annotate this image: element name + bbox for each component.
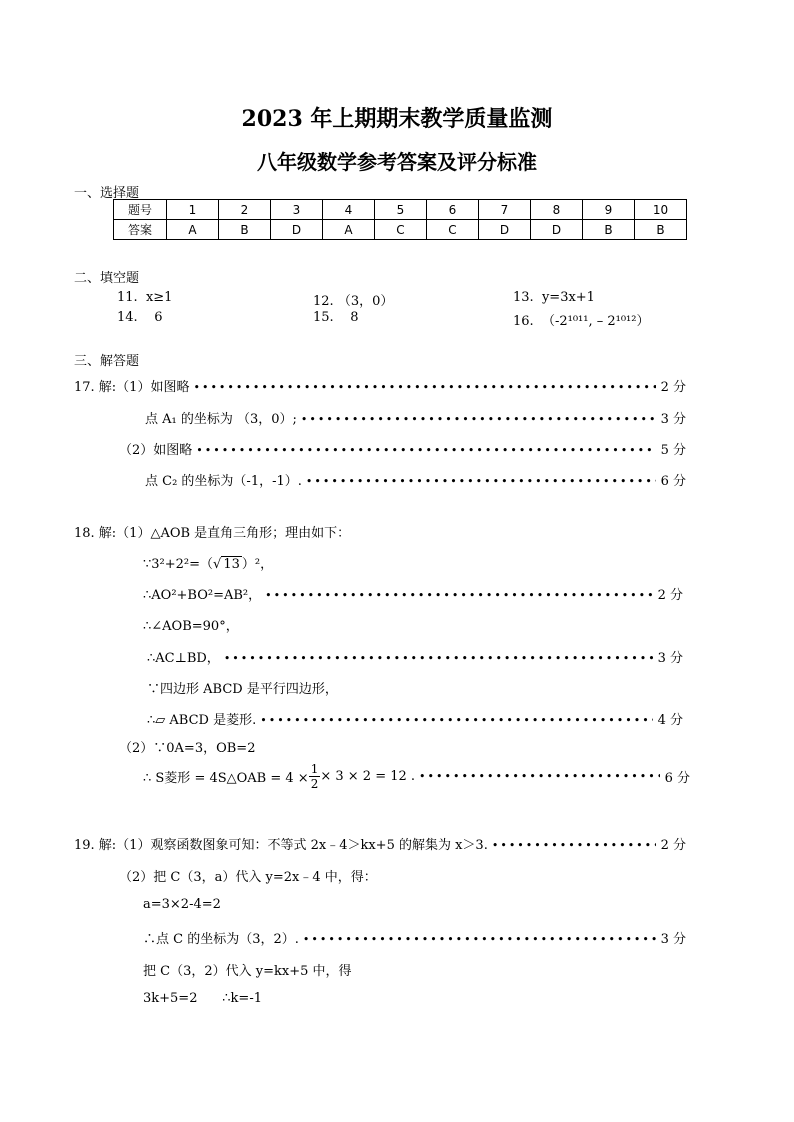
- score: 3 分: [660, 932, 686, 947]
- fill-answer: y=3x+1: [541, 290, 595, 305]
- solution-line: 把 C（3，2）代入 y=kx+5 中，得: [143, 964, 352, 979]
- section-label-fill: 二、填空题: [74, 271, 140, 286]
- line-text: ∴ S菱形 = 4S△OAB = 4 ×: [143, 771, 309, 786]
- fill-number: 16.: [513, 314, 534, 329]
- table-row: [114, 200, 687, 220]
- line-text: ∴k=-1: [222, 991, 262, 1006]
- table-cell: 1: [167, 200, 219, 220]
- table-cell: B: [635, 220, 687, 240]
- denominator: 2: [310, 777, 319, 791]
- leader-dots: [224, 652, 653, 665]
- solution-line: 18. 解:（1）△AOB 是直角三角形；理由如下：: [74, 526, 351, 541]
- solution-line: [74, 376, 686, 395]
- fill-item: [513, 310, 649, 329]
- table-cell: 5: [375, 200, 427, 220]
- score: 2 分: [660, 380, 686, 395]
- line-text: × 3 × 2 = 12 .: [320, 769, 416, 784]
- line-text: ∴点 C 的坐标为（3，2）.: [143, 932, 299, 947]
- table-cell: D: [479, 220, 531, 240]
- table-cell: 9: [583, 200, 635, 220]
- fill-number: 15.: [313, 310, 334, 325]
- solution-line: [147, 709, 683, 728]
- score: 5 分: [660, 443, 686, 458]
- line-text: ∴AO²+BO²=AB²，: [143, 588, 262, 603]
- solution-line: [143, 928, 686, 947]
- line-text: 点 A₁ 的坐标为 （3，0）;: [145, 412, 297, 427]
- score: 3 分: [657, 651, 683, 666]
- fill-number: 12.: [313, 294, 334, 309]
- solution-line: （2）把 C（3，a）代入 y=2x﹣4 中，得：: [119, 870, 377, 885]
- leader-dots: [193, 381, 656, 394]
- fill-number: 13.: [513, 290, 534, 305]
- line-text: ）²，: [241, 557, 274, 572]
- table-cell: B: [583, 220, 635, 240]
- score: 2 分: [657, 588, 683, 603]
- table-cell: 6: [427, 200, 479, 220]
- solution-line: [119, 439, 686, 458]
- solution-line: [145, 408, 686, 427]
- solution-line: [143, 991, 262, 1006]
- line-text: 3k+5=2: [143, 991, 198, 1006]
- answer-table: [113, 199, 687, 240]
- solution-line: [145, 470, 686, 489]
- leader-dots: [303, 933, 656, 946]
- table-cell: D: [531, 220, 583, 240]
- solution-line: [147, 647, 683, 666]
- solution-line: ∵四边形 ABCD 是平行四边形，: [147, 682, 338, 697]
- fill-answer: （-2¹⁰¹¹, – 2¹⁰¹²）: [541, 314, 650, 329]
- fill-item: [513, 290, 595, 305]
- leader-dots: [301, 413, 656, 426]
- score: 6 分: [660, 474, 686, 489]
- leader-dots: [306, 475, 656, 488]
- line-text: ∴AC⊥BD，: [147, 651, 220, 666]
- line-text: （2）如图略: [119, 443, 193, 458]
- section-label-choice: 一、选择题: [74, 186, 140, 201]
- table-cell: D: [271, 220, 323, 240]
- table-cell: 答案: [114, 220, 167, 240]
- solution-line: [143, 553, 273, 572]
- numerator: 1: [310, 762, 319, 776]
- leader-dots: [260, 714, 653, 727]
- leader-dots: [492, 839, 656, 852]
- score: 6 分: [664, 771, 690, 786]
- line-text: 点 C₂ 的坐标为（-1，-1）.: [145, 474, 302, 489]
- leader-dots: [196, 444, 656, 457]
- line-text: ∵3²+2²=（: [143, 557, 214, 572]
- leader-dots: [265, 589, 653, 602]
- score: 4 分: [657, 713, 683, 728]
- table-cell: 2: [219, 200, 271, 220]
- fill-item: [313, 310, 359, 325]
- table-cell: C: [375, 220, 427, 240]
- page-title: 2023 年上期期末教学质量监测: [241, 106, 553, 132]
- table-row: [114, 220, 687, 240]
- fill-item: [117, 310, 163, 325]
- table-cell: 题号: [114, 200, 167, 220]
- solution-line: [143, 584, 683, 603]
- fill-number: 11.: [117, 290, 138, 305]
- solution-line: a=3×2-4=2: [143, 897, 221, 912]
- table-cell: A: [167, 220, 219, 240]
- table-cell: C: [427, 220, 479, 240]
- fill-answer: 8: [350, 310, 359, 325]
- table-cell: 10: [635, 200, 687, 220]
- page-subtitle: 八年级数学参考答案及评分标准: [257, 150, 537, 174]
- table-cell: 3: [271, 200, 323, 220]
- solution-line: （2）∵0A=3，OB=2: [119, 741, 256, 756]
- line-text: ∴▱ ABCD 是菱形.: [147, 713, 257, 728]
- table-cell: A: [323, 220, 375, 240]
- fill-item: [313, 290, 393, 309]
- fraction: [309, 762, 321, 791]
- solution-line: ∴∠AOB=90°，: [143, 619, 239, 634]
- fill-answer: x≥1: [145, 290, 173, 305]
- fill-answer: （3，0）: [337, 294, 394, 309]
- table-cell: 8: [531, 200, 583, 220]
- solution-line: [143, 762, 690, 791]
- score: 3 分: [660, 412, 686, 427]
- line-text: 17. 解:（1）如图略: [74, 380, 190, 395]
- radicand: 13: [223, 557, 240, 572]
- score: 2 分: [660, 838, 686, 853]
- fill-answer: 6: [154, 310, 163, 325]
- section-label-solve: 三、解答题: [74, 354, 140, 369]
- table-cell: 4: [323, 200, 375, 220]
- leader-dots: [419, 770, 660, 783]
- line-text: 19. 解:（1）观察函数图象可知：不等式 2x﹣4＞kx+5 的解集为 x＞3.: [74, 838, 488, 853]
- solution-line: [74, 834, 686, 853]
- table-cell: 7: [479, 200, 531, 220]
- sqrt-icon: √: [213, 557, 222, 572]
- fill-number: 14.: [117, 310, 138, 325]
- table-cell: B: [219, 220, 271, 240]
- fill-item: [117, 290, 172, 305]
